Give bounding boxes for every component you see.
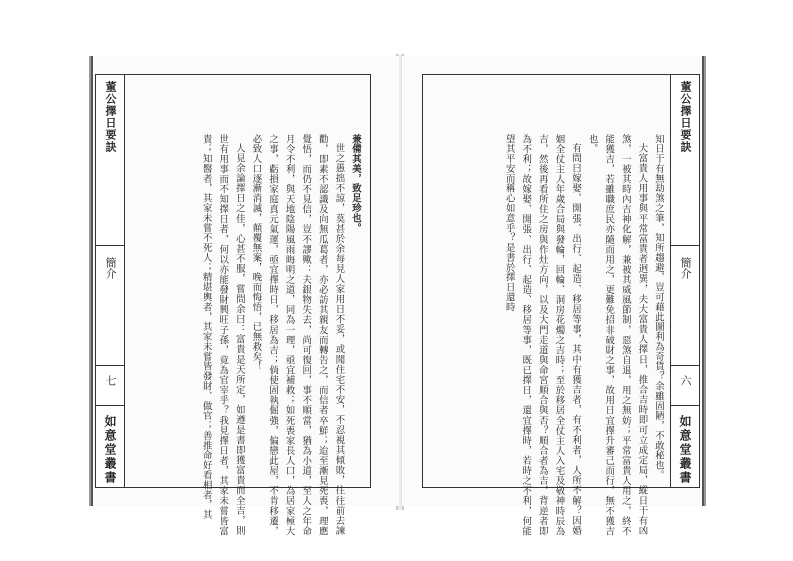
right-paragraph-3: 有問曰嫁娶、開張、出行、起造、移居等事，其中有獲吉者，有不利者，人所不解？因婚姻全仗主人年歲合局與發輪，回輪、洞房花燭之吉時；至於移居全仗主人入宅及敬神時辰為吉，然後再看所住之房與作灶方向，以及大門走道與命宮順合與否？順合者為吉，背逆者即為不利；故嫁娶、開張、出行、起造、移居等事，既已擇日，還宜擇時，若時之不利，何能望其平安而稱心如意乎？是書於擇日還時 bbox=[503, 134, 582, 536]
right-sidebar bbox=[670, 74, 700, 488]
left-page-text bbox=[131, 134, 363, 536]
right-page-text bbox=[428, 134, 666, 536]
section-label: 簡介 bbox=[104, 257, 117, 279]
page-number: 七 bbox=[104, 375, 117, 386]
divider bbox=[96, 405, 124, 406]
divider bbox=[96, 365, 124, 366]
left-page bbox=[91, 56, 399, 536]
divider bbox=[671, 405, 699, 406]
divider bbox=[671, 245, 699, 246]
publisher-name: 如意堂叢書 bbox=[103, 415, 117, 485]
left-sidebar bbox=[95, 74, 125, 488]
page-number: 六 bbox=[679, 375, 692, 386]
divider bbox=[96, 245, 124, 246]
divider bbox=[671, 365, 699, 366]
right-paragraph-2: 大富貴人用事與平常富貴者迥異，夫大富貴人擇日，推合吉時即可立成定局，縱日干有凶煞，一被其時內吉神化解，兼被其威風節制，惡煞自退，用之無妨；平常富貴人用之，終不能獲吉，若雖職庶民亦隨而用之，更難免招非破財之事，故用日宜擇升審己而行，無不獲吉也。 bbox=[586, 134, 648, 536]
left-paragraph-3: 人見余論擇日之佳，心甚不服，嘗問余曰：富貴是天所定，如遵是書即獲富貴而全吉，則世有用事而不知擇日者，何以亦能發財興旺子孫，竟為官宰乎？我見擇日者，其家未嘗皆富貴；知醫者，其家未嘗不死人；精堪輿者，其家未嘗皆發財、做官；善推命好看相者，其 bbox=[200, 134, 245, 536]
right-page bbox=[402, 56, 704, 536]
left-paragraph-1: 兼備其美，致足珍也。 bbox=[350, 134, 361, 233]
book-title: 董公擇日要訣 bbox=[104, 81, 117, 153]
right-paragraph-1: 知日干有無劫煞之筆，知所趨避，豈可藉此圖利為奇貨？余雖固陋，不敢秘也。 bbox=[653, 134, 664, 481]
book-title: 董公擇日要訣 bbox=[679, 81, 692, 153]
publisher-name: 如意堂叢書 bbox=[678, 415, 692, 485]
left-paragraph-2: 世之愚拙不諒，莫甚於余每見人家用日不妥，或聞住宅不安，不忍視其傾敗，往往前去諫勸，即素不認識及向無瓜葛者，亦必訪其親友而轉告之，而信者卒鮮；迨至漸見死喪，理應覺悟，而仍不見信，豈不謬歟：夫銀物失去，尚可復回，事不順當，猶為小道，至人之年命月令不利，與天地陰陽風雨晦明之道，同為一理，亟宜補救；如死喪家長人口，為居家極大之事，虧損家庭真元氣運，亟宜擇時日，移居為吉；倘使固執倔強，偏戀此屋，不肯移遷，必致人口逐漸消滅，顛覆無案，晚而悔悟，已無救矣！ bbox=[250, 134, 345, 536]
section-label: 簡介 bbox=[679, 257, 692, 279]
